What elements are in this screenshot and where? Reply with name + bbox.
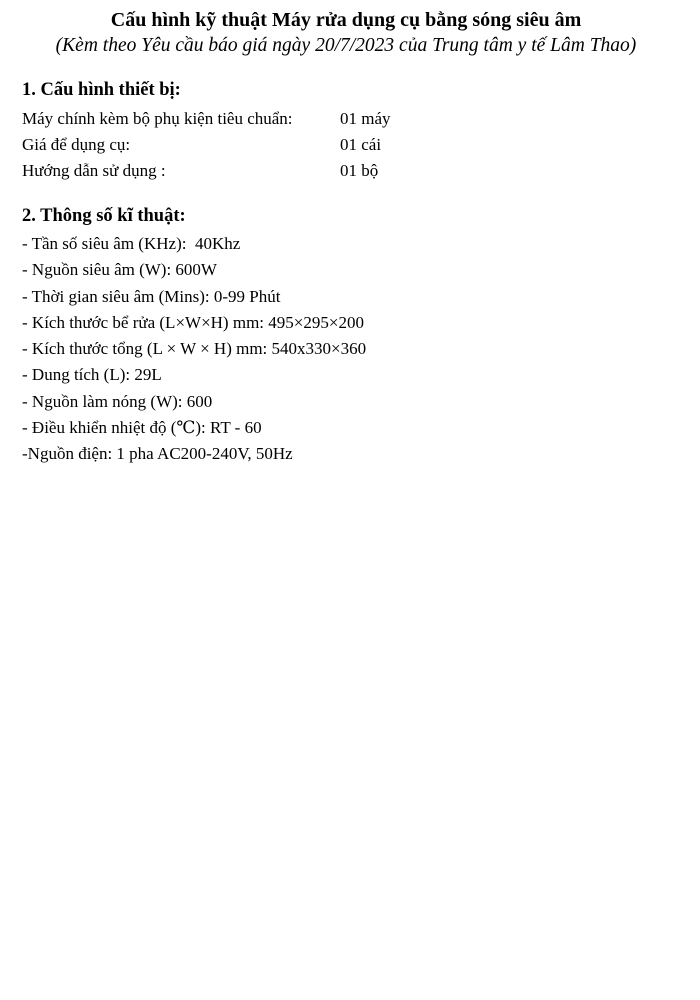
spec-line: - Nguồn siêu âm (W): 600W — [22, 260, 217, 280]
section1-heading: 1. Cấu hình thiết bị: — [22, 80, 181, 100]
config-label: Máy chính kèm bộ phụ kiện tiêu chuẩn: — [22, 109, 293, 128]
spec-line: - Tần số siêu âm (KHz): 40Khz — [22, 234, 241, 253]
config-qty: 01 máy — [340, 109, 391, 128]
spec-line: - Điều khiển nhiệt độ (℃): RT - 60 — [22, 418, 262, 438]
spec-line: - Kích thước tổng (L × W × H) mm: 540x330×360 — [22, 339, 367, 359]
spec-line: -Nguồn điện: 1 pha AC200-240V, 50Hz — [22, 444, 293, 464]
page-title: Cấu hình kỹ thuật Máy rửa dụng cụ bằng sóng siêu âm — [110, 9, 582, 31]
config-row — [22, 132, 670, 158]
config-row — [22, 158, 670, 184]
spec-line: - Dung tích (L): 29L — [22, 365, 162, 385]
spec-line: - Thời gian siêu âm (Mins): 0-99 Phút — [22, 286, 281, 306]
page-subtitle: (Kèm theo Yêu cầu báo giá ngày 20/7/2023 của Trung tâm y tế Lâm Thao) — [55, 35, 637, 56]
spec-line: - Kích thước bể rửa (L×W×H) mm: 495×295×200 — [22, 312, 364, 332]
config-row — [22, 106, 670, 132]
spec-line: - Nguồn làm nóng (W): 600 — [22, 391, 213, 411]
config-qty: 01 cái — [340, 135, 382, 154]
config-label: Hướng dẫn sử dụng : — [22, 161, 166, 180]
config-qty: 01 bộ — [340, 161, 379, 180]
config-list — [22, 106, 670, 184]
spec-list — [22, 231, 670, 468]
section2-heading: 2. Thông số kĩ thuật: — [22, 206, 186, 226]
config-label: Giá để dụng cụ: — [22, 135, 131, 154]
